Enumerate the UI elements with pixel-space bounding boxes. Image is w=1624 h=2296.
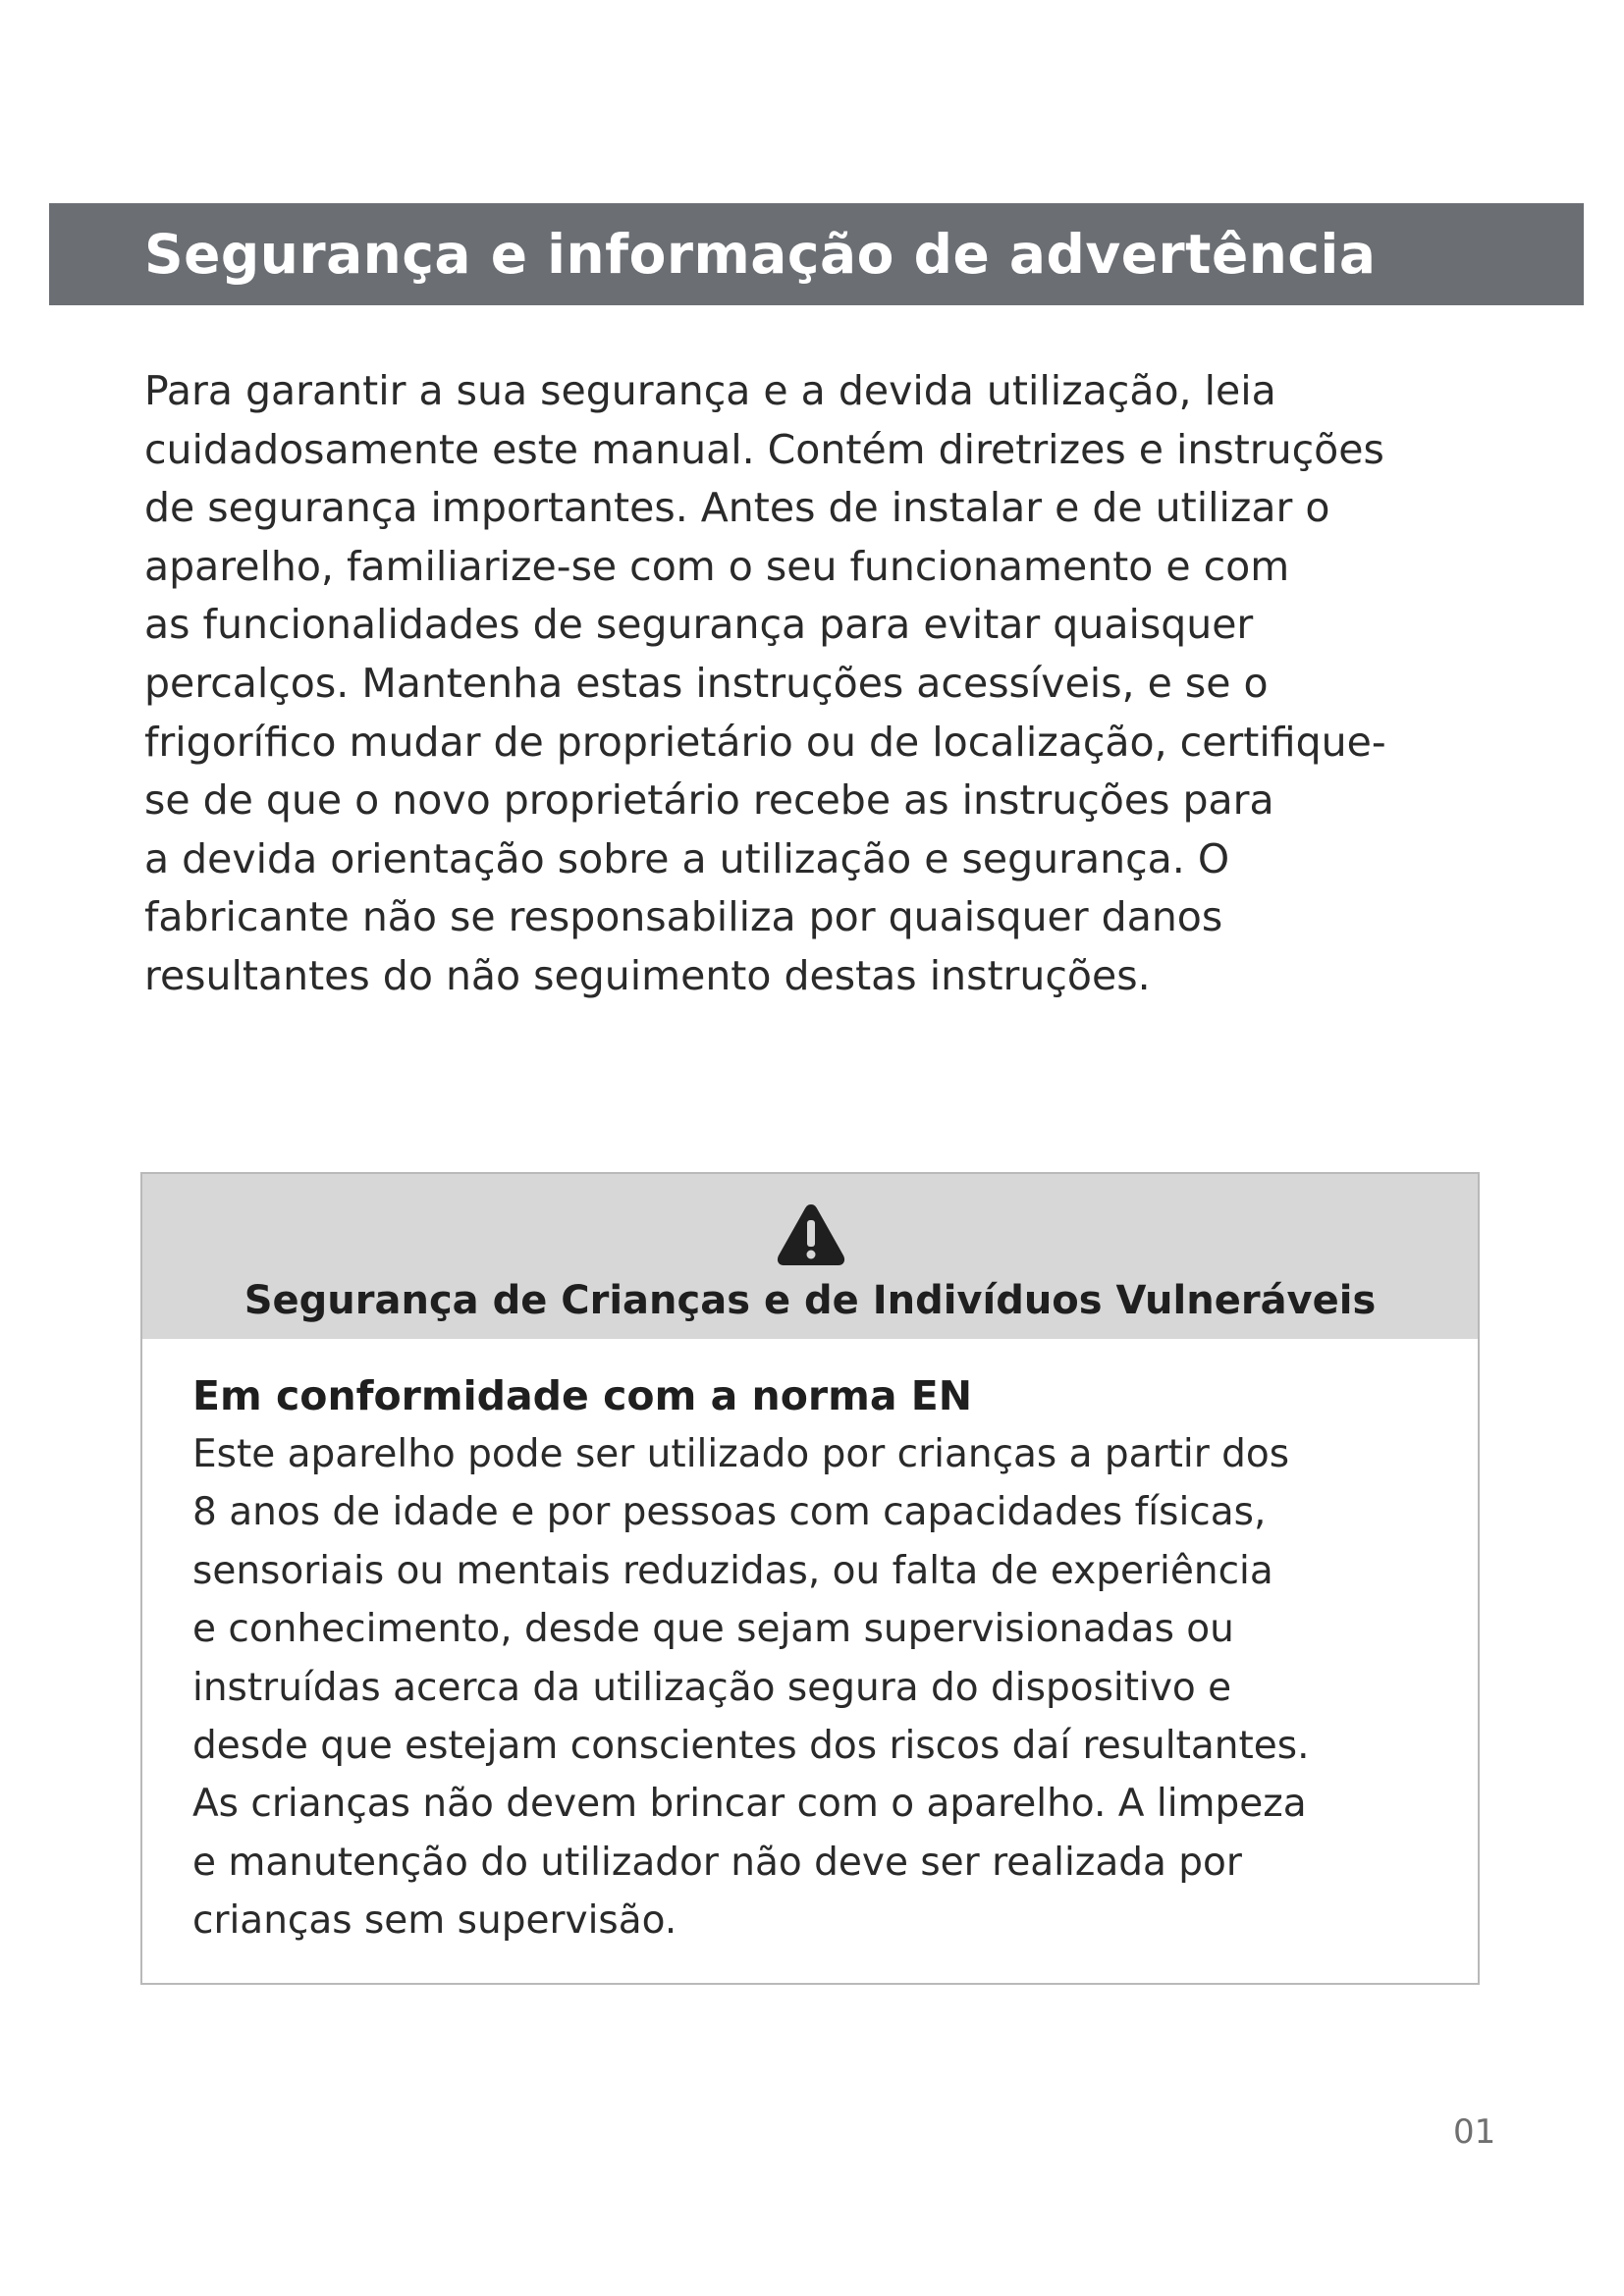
intro-line: Para garantir a sua segurança e a devida utilização, leia	[144, 367, 1276, 414]
section-header-bar	[49, 203, 1584, 305]
warning-line: 8 anos de idade e por pessoas com capacidades físicas,	[192, 1490, 1267, 1535]
warning-line: crianças sem supervisão.	[192, 1898, 677, 1944]
intro-line: percalços. Mantenha estas instruções acessíveis, e se o	[144, 659, 1269, 707]
warning-box-body	[192, 1366, 1469, 1950]
warning-line: As crianças não devem brincar com o aparelho. A limpeza	[192, 1782, 1307, 1827]
warning-line: instruídas acerca da utilização segura do dispositivo e	[192, 1665, 1232, 1710]
warning-subheading: Em conformidade com a norma EN	[192, 1372, 973, 1419]
warning-line: sensoriais ou mentais reduzidas, ou falta de experiência	[192, 1548, 1273, 1593]
intro-paragraph	[144, 362, 1519, 1006]
section-title: Segurança e informação de advertência	[144, 223, 1377, 286]
intro-line: cuidadosamente este manual. Contém diretrizes e instruções	[144, 425, 1384, 473]
warning-line: desde que estejam conscientes dos riscos daí resultantes.	[192, 1724, 1310, 1769]
intro-line: de segurança importantes. Antes de instalar e de utilizar o	[144, 484, 1330, 532]
intro-line: se de que o novo proprietário recebe as instruções para	[144, 776, 1274, 825]
intro-line: frigorífico mudar de proprietário ou de localização, certifique-	[144, 718, 1386, 766]
warning-box-header	[142, 1174, 1478, 1339]
page-number: 01	[1453, 2112, 1496, 2152]
warning-line: e manutenção do utilizador não deve ser realizada por	[192, 1840, 1242, 1885]
warning-line: Este aparelho pode ser utilizado por crianças a partir dos	[192, 1432, 1290, 1476]
intro-line: fabricante não se responsabiliza por quaisquer danos	[144, 893, 1223, 941]
warning-line: e conhecimento, desde que sejam supervisionadas ou	[192, 1607, 1234, 1652]
warning-triangle-icon	[775, 1201, 847, 1268]
child-safety-warning-box	[140, 1172, 1480, 1985]
warning-box-title: Segurança de Crianças e de Indivíduos Vulneráveis	[244, 1278, 1377, 1323]
intro-line: aparelho, familiarize-se com o seu funcionamento e com	[144, 542, 1290, 590]
intro-line: resultantes do não seguimento destas instruções.	[144, 951, 1151, 999]
intro-line: as funcionalidades de segurança para evitar quaisquer	[144, 601, 1254, 649]
intro-line: a devida orientação sobre a utilização e segurança. O	[144, 834, 1230, 882]
